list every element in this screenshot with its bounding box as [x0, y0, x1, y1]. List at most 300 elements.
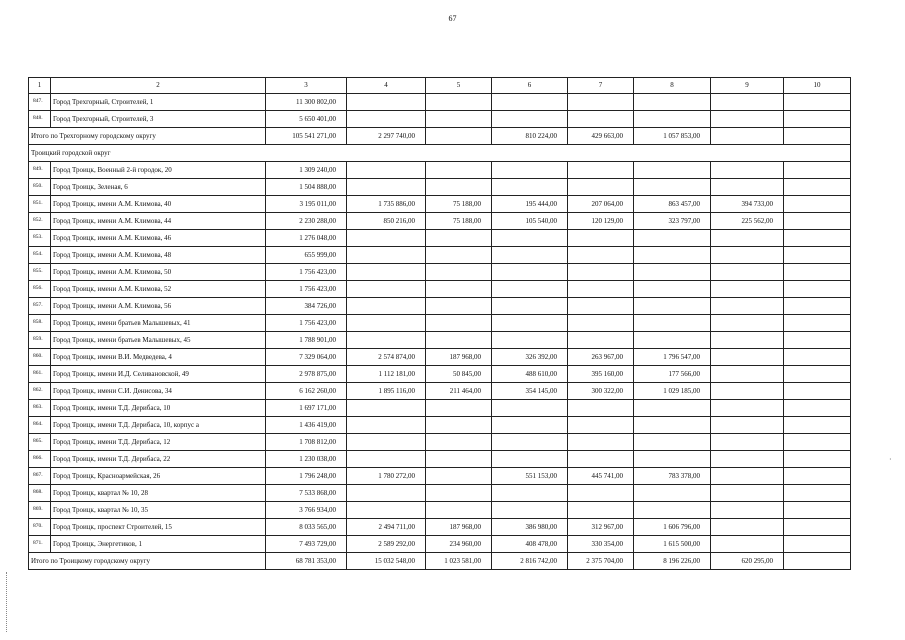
value-cell	[347, 162, 426, 179]
row-number: 866.	[29, 451, 51, 468]
value-cell: 395 160,00	[568, 366, 634, 383]
value-cell: 1 615 500,00	[634, 536, 711, 553]
value-cell	[568, 281, 634, 298]
header-cell: 1	[29, 78, 51, 94]
total-label: Итого по Трехгорному городскому округу	[29, 128, 266, 145]
value-cell	[784, 281, 851, 298]
value-cell: 1 309 240,00	[266, 162, 347, 179]
value-cell	[784, 162, 851, 179]
row-number: 848.	[29, 111, 51, 128]
row-number: 868.	[29, 485, 51, 502]
value-cell	[426, 94, 492, 111]
table-row	[29, 519, 851, 536]
value-cell: 75 188,00	[426, 196, 492, 213]
value-cell	[711, 434, 784, 451]
value-cell	[784, 519, 851, 536]
table-row	[29, 213, 851, 230]
value-cell	[568, 247, 634, 264]
value-cell	[568, 485, 634, 502]
table-row	[29, 502, 851, 519]
address-cell: Город Троицк, Военный 2-й городок, 20	[51, 162, 266, 179]
value-cell	[492, 400, 568, 417]
value-cell	[711, 281, 784, 298]
value-cell: 620 295,00	[711, 553, 784, 570]
value-cell	[634, 179, 711, 196]
row-number: 847.	[29, 94, 51, 111]
value-cell: 1 756 423,00	[266, 264, 347, 281]
value-cell: 386 980,00	[492, 519, 568, 536]
row-number: 849.	[29, 162, 51, 179]
value-cell	[492, 111, 568, 128]
total-label: Итого по Троицкому городскому округу	[29, 553, 266, 570]
value-cell: 2 297 740,00	[347, 128, 426, 145]
table-row	[29, 485, 851, 502]
value-cell: 187 968,00	[426, 349, 492, 366]
value-cell	[347, 281, 426, 298]
value-cell	[492, 315, 568, 332]
address-cell: Город Троицк, имени А.М. Климова, 50	[51, 264, 266, 281]
value-cell	[492, 230, 568, 247]
table-header-row	[29, 78, 851, 94]
value-cell	[492, 264, 568, 281]
value-cell	[426, 315, 492, 332]
value-cell	[711, 417, 784, 434]
value-cell	[784, 247, 851, 264]
address-cell: Город Троицк, имени А.М. Климова, 48	[51, 247, 266, 264]
value-cell	[784, 400, 851, 417]
address-cell: Город Троицк, имени братьев Малышевых, 41	[51, 315, 266, 332]
value-cell	[711, 264, 784, 281]
row-number: 871.	[29, 536, 51, 553]
value-cell: 1 780 272,00	[347, 468, 426, 485]
value-cell: 8 033 565,00	[266, 519, 347, 536]
table-row	[29, 230, 851, 247]
value-cell: 187 968,00	[426, 519, 492, 536]
row-number: 869.	[29, 502, 51, 519]
value-cell	[634, 247, 711, 264]
value-cell: 234 960,00	[426, 536, 492, 553]
value-cell	[347, 298, 426, 315]
value-cell: 394 733,00	[711, 196, 784, 213]
value-cell	[347, 315, 426, 332]
row-number: 858.	[29, 315, 51, 332]
value-cell: 1 895 116,00	[347, 383, 426, 400]
value-cell	[634, 281, 711, 298]
value-cell: 1 756 423,00	[266, 281, 347, 298]
value-cell	[784, 553, 851, 570]
value-cell	[492, 502, 568, 519]
value-cell	[634, 94, 711, 111]
value-cell	[784, 264, 851, 281]
value-cell	[568, 315, 634, 332]
value-cell: 2 574 874,00	[347, 349, 426, 366]
address-cell: Город Троицк, квартал № 10, 35	[51, 502, 266, 519]
value-cell	[492, 298, 568, 315]
value-cell: 783 378,00	[634, 468, 711, 485]
value-cell	[426, 417, 492, 434]
address-cell: Город Троицк, имени А.М. Климова, 46	[51, 230, 266, 247]
value-cell	[492, 247, 568, 264]
value-cell	[347, 179, 426, 196]
data-table	[28, 77, 851, 570]
value-cell	[784, 366, 851, 383]
value-cell: 1 756 423,00	[266, 315, 347, 332]
address-cell: Город Троицк, имени Т.Д. Дерибаса, 22	[51, 451, 266, 468]
value-cell: 1 023 581,00	[426, 553, 492, 570]
value-cell: 429 663,00	[568, 128, 634, 145]
value-cell: 1 504 888,00	[266, 179, 347, 196]
value-cell: 207 064,00	[568, 196, 634, 213]
value-cell: 488 610,00	[492, 366, 568, 383]
value-cell	[568, 434, 634, 451]
value-cell: 105 541 271,00	[266, 128, 347, 145]
row-number: 850.	[29, 179, 51, 196]
row-number: 861.	[29, 366, 51, 383]
value-cell: 850 216,00	[347, 213, 426, 230]
value-cell	[634, 111, 711, 128]
value-cell: 1 735 886,00	[347, 196, 426, 213]
value-cell	[711, 111, 784, 128]
value-cell: 11 300 802,00	[266, 94, 347, 111]
value-cell	[492, 485, 568, 502]
value-cell	[568, 417, 634, 434]
address-cell: Город Троицк, имени А.М. Климова, 52	[51, 281, 266, 298]
value-cell	[347, 94, 426, 111]
value-cell: 263 967,00	[568, 349, 634, 366]
row-number: 863.	[29, 400, 51, 417]
row-number: 870.	[29, 519, 51, 536]
value-cell	[711, 366, 784, 383]
table-row	[29, 315, 851, 332]
row-number: 867.	[29, 468, 51, 485]
value-cell	[784, 213, 851, 230]
address-cell: Город Троицк, имени Т.Д. Дерибаса, 12	[51, 434, 266, 451]
table-row	[29, 451, 851, 468]
value-cell: 1 788 901,00	[266, 332, 347, 349]
value-cell	[711, 128, 784, 145]
row-number: 851.	[29, 196, 51, 213]
value-cell: 863 457,00	[634, 196, 711, 213]
value-cell	[711, 451, 784, 468]
value-cell	[784, 94, 851, 111]
value-cell: 2 494 711,00	[347, 519, 426, 536]
value-cell	[568, 94, 634, 111]
value-cell: 211 464,00	[426, 383, 492, 400]
header-cell: 3	[266, 78, 347, 94]
value-cell	[784, 536, 851, 553]
table-row	[29, 179, 851, 196]
value-cell	[634, 162, 711, 179]
value-cell: 68 781 353,00	[266, 553, 347, 570]
value-cell	[568, 400, 634, 417]
value-cell: 445 741,00	[568, 468, 634, 485]
value-cell: 408 478,00	[492, 536, 568, 553]
value-cell	[784, 502, 851, 519]
value-cell: 1 697 171,00	[266, 400, 347, 417]
table-row	[29, 366, 851, 383]
value-cell	[568, 264, 634, 281]
value-cell: 2 375 704,00	[568, 553, 634, 570]
value-cell	[568, 451, 634, 468]
value-cell	[426, 468, 492, 485]
header-cell: 8	[634, 78, 711, 94]
value-cell	[634, 485, 711, 502]
value-cell	[492, 417, 568, 434]
value-cell	[426, 298, 492, 315]
address-cell: Город Трехгорный, Строителей, 1	[51, 94, 266, 111]
value-cell	[426, 128, 492, 145]
address-cell: Город Троицк, имени В.И. Медведева, 4	[51, 349, 266, 366]
header-cell: 10	[784, 78, 851, 94]
value-cell	[711, 468, 784, 485]
value-cell: 354 145,00	[492, 383, 568, 400]
value-cell	[568, 179, 634, 196]
value-cell: 6 162 260,00	[266, 383, 347, 400]
total-row	[29, 128, 851, 145]
row-number: 855.	[29, 264, 51, 281]
value-cell	[784, 196, 851, 213]
value-cell	[784, 230, 851, 247]
value-cell: 300 322,00	[568, 383, 634, 400]
table-row	[29, 417, 851, 434]
value-cell	[347, 485, 426, 502]
margin-tick: ·	[889, 455, 892, 464]
value-cell	[492, 179, 568, 196]
value-cell	[711, 519, 784, 536]
value-cell	[426, 281, 492, 298]
address-cell: Город Троицк, Энергетиков, 1	[51, 536, 266, 553]
value-cell	[426, 179, 492, 196]
header-cell: 4	[347, 78, 426, 94]
value-cell: 177 566,00	[634, 366, 711, 383]
value-cell: 8 196 226,00	[634, 553, 711, 570]
value-cell	[426, 485, 492, 502]
row-number: 854.	[29, 247, 51, 264]
value-cell	[634, 298, 711, 315]
row-number: 860.	[29, 349, 51, 366]
value-cell	[711, 332, 784, 349]
row-number: 865.	[29, 434, 51, 451]
address-cell: Город Троицк, имени С.И. Денисова, 34	[51, 383, 266, 400]
table-row	[29, 264, 851, 281]
address-cell: Город Троицк, имени А.М. Климова, 44	[51, 213, 266, 230]
row-number: 864.	[29, 417, 51, 434]
table-row	[29, 383, 851, 400]
page-number: 67	[448, 14, 457, 23]
section-label: Троицкий городской округ	[29, 145, 851, 162]
value-cell: 120 129,00	[568, 213, 634, 230]
total-row	[29, 553, 851, 570]
table-row	[29, 468, 851, 485]
value-cell	[347, 502, 426, 519]
value-cell	[711, 485, 784, 502]
value-cell	[784, 383, 851, 400]
row-number: 857.	[29, 298, 51, 315]
value-cell: 312 967,00	[568, 519, 634, 536]
value-cell: 1 230 038,00	[266, 451, 347, 468]
header-cell: 6	[492, 78, 568, 94]
value-cell: 7 493 729,00	[266, 536, 347, 553]
value-cell	[426, 247, 492, 264]
value-cell	[634, 332, 711, 349]
value-cell	[347, 400, 426, 417]
value-cell: 1 276 048,00	[266, 230, 347, 247]
value-cell	[711, 383, 784, 400]
value-cell: 323 797,00	[634, 213, 711, 230]
value-cell	[784, 128, 851, 145]
address-cell: Город Троицк, имени А.М. Климова, 40	[51, 196, 266, 213]
row-number: 853.	[29, 230, 51, 247]
value-cell	[568, 162, 634, 179]
value-cell	[492, 94, 568, 111]
section-row	[29, 145, 851, 162]
value-cell: 551 153,00	[492, 468, 568, 485]
value-cell	[492, 332, 568, 349]
address-cell: Город Троицк, имени Т.Д. Дерибаса, 10	[51, 400, 266, 417]
value-cell	[492, 162, 568, 179]
header-cell: 5	[426, 78, 492, 94]
value-cell: 1 796 248,00	[266, 468, 347, 485]
row-number: 859.	[29, 332, 51, 349]
value-cell	[784, 349, 851, 366]
value-cell: 50 845,00	[426, 366, 492, 383]
header-cell: 9	[711, 78, 784, 94]
value-cell	[711, 162, 784, 179]
address-cell: Город Троицк, квартал № 10, 28	[51, 485, 266, 502]
value-cell	[784, 179, 851, 196]
value-cell	[426, 162, 492, 179]
value-cell	[634, 230, 711, 247]
value-cell: 384 726,00	[266, 298, 347, 315]
table-row	[29, 434, 851, 451]
value-cell	[784, 315, 851, 332]
value-cell	[711, 349, 784, 366]
margin-mark	[6, 572, 8, 632]
value-cell: 2 978 875,00	[266, 366, 347, 383]
value-cell	[711, 400, 784, 417]
value-cell	[784, 468, 851, 485]
value-cell: 330 354,00	[568, 536, 634, 553]
value-cell	[711, 298, 784, 315]
value-cell	[568, 230, 634, 247]
table-row	[29, 94, 851, 111]
address-cell: Город Троицк, Зеленая, 6	[51, 179, 266, 196]
table-row	[29, 298, 851, 315]
value-cell: 1 606 796,00	[634, 519, 711, 536]
value-cell	[347, 332, 426, 349]
value-cell	[634, 400, 711, 417]
value-cell	[347, 451, 426, 468]
value-cell: 3 766 934,00	[266, 502, 347, 519]
value-cell	[492, 434, 568, 451]
value-cell	[426, 451, 492, 468]
header-cell: 2	[51, 78, 266, 94]
value-cell	[634, 502, 711, 519]
address-cell: Город Троицк, имени А.М. Климова, 56	[51, 298, 266, 315]
value-cell: 2 816 742,00	[492, 553, 568, 570]
value-cell: 225 562,00	[711, 213, 784, 230]
value-cell: 810 224,00	[492, 128, 568, 145]
value-cell	[426, 332, 492, 349]
value-cell: 3 195 011,00	[266, 196, 347, 213]
header-cell: 7	[568, 78, 634, 94]
value-cell: 1 112 181,00	[347, 366, 426, 383]
value-cell	[426, 400, 492, 417]
value-cell	[634, 434, 711, 451]
table-row	[29, 332, 851, 349]
value-cell: 2 230 288,00	[266, 213, 347, 230]
value-cell	[634, 264, 711, 281]
row-number: 862.	[29, 383, 51, 400]
address-cell: Город Трехгорный, Строителей, 3	[51, 111, 266, 128]
value-cell: 1 029 185,00	[634, 383, 711, 400]
value-cell	[784, 111, 851, 128]
row-number: 856.	[29, 281, 51, 298]
table-row	[29, 111, 851, 128]
value-cell	[711, 179, 784, 196]
address-cell: Город Троицк, имени братьев Малышевых, 45	[51, 332, 266, 349]
address-cell: Город Троицк, имени Т.Д. Дерибаса, 10, корпус а	[51, 417, 266, 434]
value-cell	[711, 94, 784, 111]
table-row	[29, 536, 851, 553]
table-row	[29, 162, 851, 179]
value-cell	[784, 434, 851, 451]
value-cell	[711, 536, 784, 553]
table-row	[29, 281, 851, 298]
value-cell: 1 796 547,00	[634, 349, 711, 366]
value-cell: 326 392,00	[492, 349, 568, 366]
value-cell: 1 057 853,00	[634, 128, 711, 145]
value-cell	[568, 502, 634, 519]
value-cell: 105 540,00	[492, 213, 568, 230]
row-number: 852.	[29, 213, 51, 230]
value-cell	[347, 434, 426, 451]
value-cell	[568, 298, 634, 315]
value-cell	[347, 230, 426, 247]
value-cell	[784, 332, 851, 349]
value-cell	[347, 111, 426, 128]
value-cell	[784, 417, 851, 434]
value-cell	[426, 111, 492, 128]
value-cell	[426, 230, 492, 247]
value-cell	[634, 451, 711, 468]
value-cell	[711, 247, 784, 264]
value-cell: 15 032 548,00	[347, 553, 426, 570]
value-cell	[347, 417, 426, 434]
value-cell	[634, 315, 711, 332]
value-cell: 1 708 812,00	[266, 434, 347, 451]
value-cell: 7 533 868,00	[266, 485, 347, 502]
value-cell	[568, 111, 634, 128]
value-cell	[711, 315, 784, 332]
table-row	[29, 400, 851, 417]
value-cell	[426, 264, 492, 281]
value-cell	[784, 298, 851, 315]
value-cell: 655 999,00	[266, 247, 347, 264]
address-cell: Город Троицк, проспект Строителей, 15	[51, 519, 266, 536]
value-cell	[634, 417, 711, 434]
value-cell: 195 444,00	[492, 196, 568, 213]
value-cell: 2 589 292,00	[347, 536, 426, 553]
table-row	[29, 247, 851, 264]
value-cell	[711, 502, 784, 519]
value-cell: 7 329 064,00	[266, 349, 347, 366]
value-cell	[784, 485, 851, 502]
value-cell: 5 650 401,00	[266, 111, 347, 128]
value-cell	[711, 230, 784, 247]
address-cell: Город Троицк, имени И.Д. Селивановской, 49	[51, 366, 266, 383]
table-row	[29, 196, 851, 213]
